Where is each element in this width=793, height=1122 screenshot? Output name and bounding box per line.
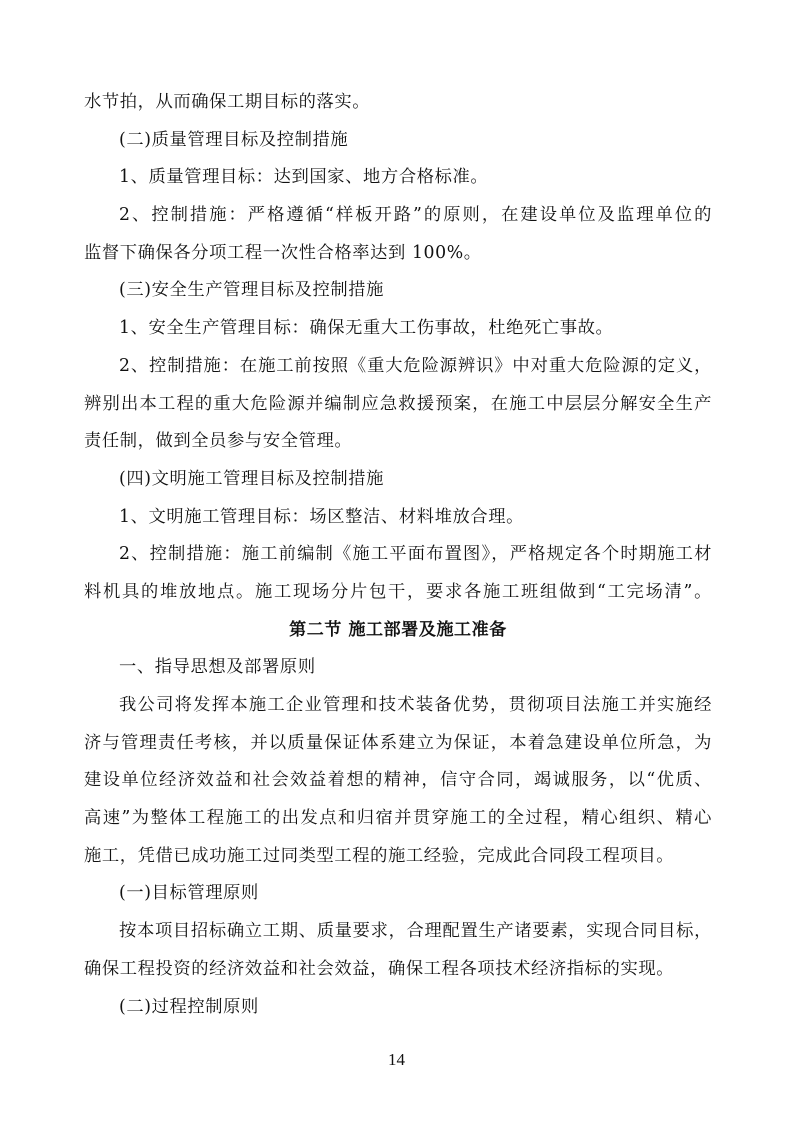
text-line: 1、质量管理目标：达到国家、地方合格标准。	[119, 167, 489, 188]
text-line: 辨别出本工程的重大危险源并编制应急救援预案，在施工中层层分解安全生产	[84, 393, 712, 414]
text-line: 按本项目招标确立工期、质量要求，合理配置生产诸要素，实现合同目标，	[119, 921, 712, 942]
text-line: 2、控制措施：在施工前按照《重大危险源辨识》中对重大危险源的定义，	[119, 355, 712, 376]
text-line: (二)过程控制原则	[119, 996, 259, 1017]
text-line: 确保工程投资的经济效益和社会效益，确保工程各项技术经济指标的实现。	[84, 958, 675, 979]
text-line: 1、文明施工管理目标：场区整洁、材料堆放合理。	[119, 506, 524, 527]
text-line: (三)安全生产管理目标及控制措施	[119, 280, 385, 301]
text-line: 济与管理责任考核，并以质量保证体系建立为保证，本着急建设单位所急，为	[84, 732, 712, 753]
text-line: 2、控制措施：施工前编制《施工平面布置图》，严格规定各个时期施工材	[119, 544, 712, 565]
text-line: (一)目标管理原则	[119, 883, 259, 904]
text-line: (二)质量管理目标及控制措施	[119, 129, 349, 150]
text-line: 一、指导思想及部署原则	[119, 657, 316, 678]
text-line: 建设单位经济效益和社会效益着想的精神，信守合同，竭诚服务，以“优质、	[84, 770, 712, 791]
text-line: (四)文明施工管理目标及控制措施	[119, 468, 385, 489]
page-number: 14	[388, 1050, 405, 1069]
document-page	[84, 84, 712, 1026]
text-line: 1、安全生产管理目标：确保无重大工伤事故，杜绝死亡事故。	[119, 318, 614, 339]
text-line: 责任制，做到全员参与安全管理。	[84, 431, 353, 452]
text-line: 高速”为整体工程施工的出发点和归宿并贯穿施工的全过程，精心组织、精心	[84, 808, 712, 829]
text-line: 监督下确保各分项工程一次性合格率达到 100%。	[84, 242, 482, 263]
text-line: 2、控制措施：严格遵循“样板开路”的原则，在建设单位及监理单位的	[119, 205, 712, 226]
text-line: 料机具的堆放地点。施工现场分片包干，要求各施工班组做到“工完场清”。	[84, 581, 712, 602]
text-line: 我公司将发挥本施工企业管理和技术装备优势，贯彻项目法施工并实施经	[119, 695, 712, 715]
text-line: 施工，凭借已成功施工过同类型工程的施工经验，完成此合同段工程项目。	[84, 845, 675, 866]
text-line: 水节拍，从而确保工期目标的落实。	[84, 92, 371, 112]
section-heading: 第二节 施工部署及施工准备	[289, 619, 507, 640]
